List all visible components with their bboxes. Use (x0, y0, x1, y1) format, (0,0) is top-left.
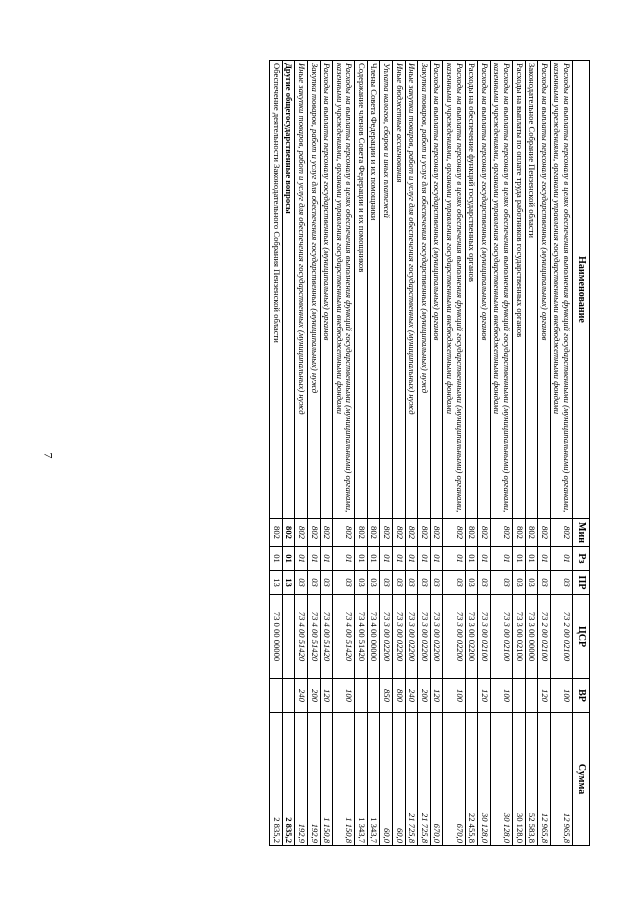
cell-sum: 2 835,2 (282, 713, 295, 846)
cell-csr: 73 3 00 02100 (490, 595, 512, 679)
cell-pr: 03 (393, 571, 406, 595)
cell-rz: 01 (295, 547, 308, 571)
cell-pr: 03 (513, 571, 526, 595)
cell-name: Расходы на выплаты персоналу государственных (муниципальных) органов (430, 61, 443, 519)
cell-sum: 60,0 (393, 713, 406, 846)
cell-min: 802 (307, 519, 320, 547)
cell-csr: 73 3 00 02200 (393, 595, 406, 679)
cell-name: Расходы на выплаты персоналу в целях обеспечения выполнения функций государственными (муниципальными) органами, казенными учреждениями, органами управления государственными внебюджетными фондами (333, 61, 355, 519)
table-row (490, 61, 512, 846)
cell-vr: 800 (393, 679, 406, 713)
cell-rz: 01 (490, 547, 512, 571)
cell-sum: 21 725,8 (405, 713, 418, 846)
cell-sum: 1 343,7 (355, 713, 368, 846)
cell-vr (525, 679, 538, 713)
table-row (380, 61, 393, 846)
cell-vr: 120 (478, 679, 491, 713)
cell-min: 802 (405, 519, 418, 547)
cell-min: 802 (550, 519, 572, 547)
cell-vr (270, 679, 283, 713)
cell-rz: 01 (513, 547, 526, 571)
cell-csr: 73 3 00 02200 (430, 595, 443, 679)
cell-rz: 01 (307, 547, 320, 571)
cell-name: Расходы на выплаты по оплате труда работников государственных органов (513, 61, 526, 519)
cell-name: Расходы на выплаты персоналу государственных (муниципальных) органов (538, 61, 551, 519)
cell-csr: 73 3 00 02200 (443, 595, 465, 679)
table-row (295, 61, 308, 846)
cell-rz: 01 (405, 547, 418, 571)
cell-pr: 03 (465, 571, 478, 595)
cell-min: 802 (478, 519, 491, 547)
cell-pr: 13 (270, 571, 283, 595)
cell-csr: 73 4 00 00000 (367, 595, 380, 679)
rotated-page-wrapper (68, 60, 590, 845)
header-min: Мин (573, 519, 590, 547)
header-csr: ЦСР (573, 595, 590, 679)
cell-min: 802 (538, 519, 551, 547)
table-body (270, 61, 573, 846)
cell-csr: 73 4 00 51420 (333, 595, 355, 679)
cell-csr: 73 0 00 00000 (270, 595, 283, 679)
cell-pr: 13 (282, 571, 295, 595)
cell-vr: 100 (443, 679, 465, 713)
cell-rz: 01 (430, 547, 443, 571)
cell-sum: 12 965,8 (550, 713, 572, 846)
cell-pr: 03 (380, 571, 393, 595)
cell-sum: 30 128,0 (513, 713, 526, 846)
cell-min: 802 (367, 519, 380, 547)
cell-rz: 01 (333, 547, 355, 571)
cell-pr: 03 (443, 571, 465, 595)
table-row (367, 61, 380, 846)
table-row (465, 61, 478, 846)
table-row (333, 61, 355, 846)
cell-rz: 01 (443, 547, 465, 571)
cell-csr (282, 595, 295, 679)
cell-csr: 73 3 00 02100 (478, 595, 491, 679)
table-row (478, 61, 491, 846)
cell-rz: 01 (367, 547, 380, 571)
cell-vr (513, 679, 526, 713)
cell-sum: 21 725,8 (418, 713, 431, 846)
cell-name: Расходы на выплаты персоналу в целях обеспечения выполнения функций государственными (муниципальными) органами, казенными учреждениями, органами управления государственными внебюджетными фондами (550, 61, 572, 519)
cell-name: Расходы на выплаты персоналу государственных (муниципальных) органов (320, 61, 333, 519)
cell-min: 802 (295, 519, 308, 547)
header-vr: ВР (573, 679, 590, 713)
cell-min: 802 (333, 519, 355, 547)
table-row (270, 61, 283, 846)
cell-csr: 73 4 00 51420 (320, 595, 333, 679)
cell-name: Закупка товаров, работ и услуг для обеспечения государственных (муниципальных) нужд (307, 61, 320, 519)
cell-min: 802 (443, 519, 465, 547)
budget-table (269, 60, 590, 846)
cell-pr: 03 (478, 571, 491, 595)
cell-min: 802 (282, 519, 295, 547)
cell-min: 802 (525, 519, 538, 547)
cell-vr (465, 679, 478, 713)
table-row (405, 61, 418, 846)
cell-csr: 73 3 00 02200 (380, 595, 393, 679)
cell-name: Расходы на обеспечение функций государственных органов (465, 61, 478, 519)
cell-min: 802 (380, 519, 393, 547)
table-row (320, 61, 333, 846)
cell-min: 802 (513, 519, 526, 547)
cell-rz: 01 (550, 547, 572, 571)
table-row (393, 61, 406, 846)
header-rz: Рз (573, 547, 590, 571)
cell-rz: 01 (320, 547, 333, 571)
cell-csr: 73 3 00 00000 (525, 595, 538, 679)
table-row (418, 61, 431, 846)
cell-sum: 1 150,8 (333, 713, 355, 846)
cell-pr: 03 (307, 571, 320, 595)
cell-rz: 01 (465, 547, 478, 571)
cell-name: Расходы на выплаты персоналу государственных (муниципальных) органов (478, 61, 491, 519)
cell-sum: 30 128,0 (478, 713, 491, 846)
cell-rz: 01 (418, 547, 431, 571)
cell-pr: 03 (333, 571, 355, 595)
cell-name: Иные бюджетные ассигнования (393, 61, 406, 519)
cell-name: Содержание членов Совета Федерации и их помощников (355, 61, 368, 519)
cell-sum: 1 343,7 (367, 713, 380, 846)
cell-vr: 100 (550, 679, 572, 713)
cell-vr: 200 (418, 679, 431, 713)
cell-rz: 01 (380, 547, 393, 571)
cell-pr: 03 (320, 571, 333, 595)
header-pr: ПР (573, 571, 590, 595)
cell-min: 802 (270, 519, 283, 547)
cell-name: Уплата налогов, сборов и иных платежей (380, 61, 393, 519)
cell-min: 802 (320, 519, 333, 547)
cell-csr: 73 4 00 51420 (355, 595, 368, 679)
cell-vr (282, 679, 295, 713)
table-header-row (573, 61, 590, 846)
cell-csr: 73 3 00 02200 (418, 595, 431, 679)
cell-name: Иные закупки товаров, работ и услуг для обеспечения государственных (муниципальных) нужд (295, 61, 308, 519)
cell-vr: 240 (405, 679, 418, 713)
page-number: 7 (41, 452, 56, 459)
cell-name: Обеспечение деятельности Законодательного Собрания Пензенской области (270, 61, 283, 519)
cell-csr: 73 3 00 02200 (465, 595, 478, 679)
cell-min: 802 (430, 519, 443, 547)
cell-pr: 03 (430, 571, 443, 595)
table-row (282, 61, 295, 846)
cell-name: Расходы на выплаты персоналу в целях обеспечения выполнения функций государственными (муниципальными) органами, казенными учреждениями, органами управления государственными внебюджетными фондами (490, 61, 512, 519)
cell-pr: 03 (418, 571, 431, 595)
cell-vr (367, 679, 380, 713)
cell-rz: 01 (525, 547, 538, 571)
cell-pr: 03 (550, 571, 572, 595)
header-sum: Сумма (573, 713, 590, 846)
cell-pr: 03 (295, 571, 308, 595)
header-name: Наименование (573, 61, 590, 519)
cell-vr: 200 (307, 679, 320, 713)
table-row (443, 61, 465, 846)
cell-sum: 192,9 (307, 713, 320, 846)
cell-sum: 192,9 (295, 713, 308, 846)
cell-sum: 52 583,8 (525, 713, 538, 846)
cell-name: Другие общегосударственные вопросы (282, 61, 295, 519)
cell-rz: 01 (270, 547, 283, 571)
table-row (513, 61, 526, 846)
table-row (550, 61, 572, 846)
cell-name: Члены Совета Федерации и их помощники (367, 61, 380, 519)
cell-sum: 30 128,0 (490, 713, 512, 846)
cell-min: 802 (418, 519, 431, 547)
cell-min: 802 (393, 519, 406, 547)
cell-vr (355, 679, 368, 713)
cell-pr: 03 (355, 571, 368, 595)
cell-pr: 03 (490, 571, 512, 595)
cell-min: 802 (465, 519, 478, 547)
cell-min: 802 (355, 519, 368, 547)
table-row (355, 61, 368, 846)
cell-sum: 60,0 (380, 713, 393, 846)
table-row (307, 61, 320, 846)
cell-rz: 01 (393, 547, 406, 571)
cell-sum: 2 835,2 (270, 713, 283, 846)
cell-csr: 73 3 00 02200 (405, 595, 418, 679)
cell-name: Расходы на выплаты персоналу в целях обеспечения выполнения функций государственными (муниципальными) органами, казенными учреждениями, органами управления государственными внебюджетными фондами (443, 61, 465, 519)
cell-sum: 670,0 (443, 713, 465, 846)
cell-sum: 12 965,8 (538, 713, 551, 846)
cell-name: Законодательное Собрание Пензенской области (525, 61, 538, 519)
cell-vr: 100 (333, 679, 355, 713)
cell-rz: 01 (355, 547, 368, 571)
cell-csr: 73 3 00 02100 (513, 595, 526, 679)
cell-sum: 1 150,8 (320, 713, 333, 846)
cell-rz: 01 (538, 547, 551, 571)
cell-rz: 01 (478, 547, 491, 571)
budget-table-container (68, 60, 590, 845)
cell-name: Иные закупки товаров, работ и услуг для обеспечения государственных (муниципальных) нужд (405, 61, 418, 519)
cell-pr: 03 (525, 571, 538, 595)
cell-pr: 03 (538, 571, 551, 595)
cell-min: 802 (490, 519, 512, 547)
cell-sum: 22 455,8 (465, 713, 478, 846)
cell-pr: 03 (367, 571, 380, 595)
table-row (538, 61, 551, 846)
cell-vr: 120 (430, 679, 443, 713)
cell-sum: 670,0 (430, 713, 443, 846)
cell-rz: 01 (282, 547, 295, 571)
table-row (525, 61, 538, 846)
cell-vr: 120 (320, 679, 333, 713)
table-row (430, 61, 443, 846)
cell-vr: 240 (295, 679, 308, 713)
cell-csr: 73 2 00 02100 (538, 595, 551, 679)
cell-pr: 03 (405, 571, 418, 595)
cell-vr: 850 (380, 679, 393, 713)
cell-csr: 73 2 00 02100 (550, 595, 572, 679)
cell-csr: 73 4 00 51420 (307, 595, 320, 679)
cell-vr: 100 (490, 679, 512, 713)
cell-csr: 73 4 00 51420 (295, 595, 308, 679)
cell-vr: 120 (538, 679, 551, 713)
cell-name: Закупка товаров, работ и услуг для обеспечения государственных (муниципальных) нужд (418, 61, 431, 519)
